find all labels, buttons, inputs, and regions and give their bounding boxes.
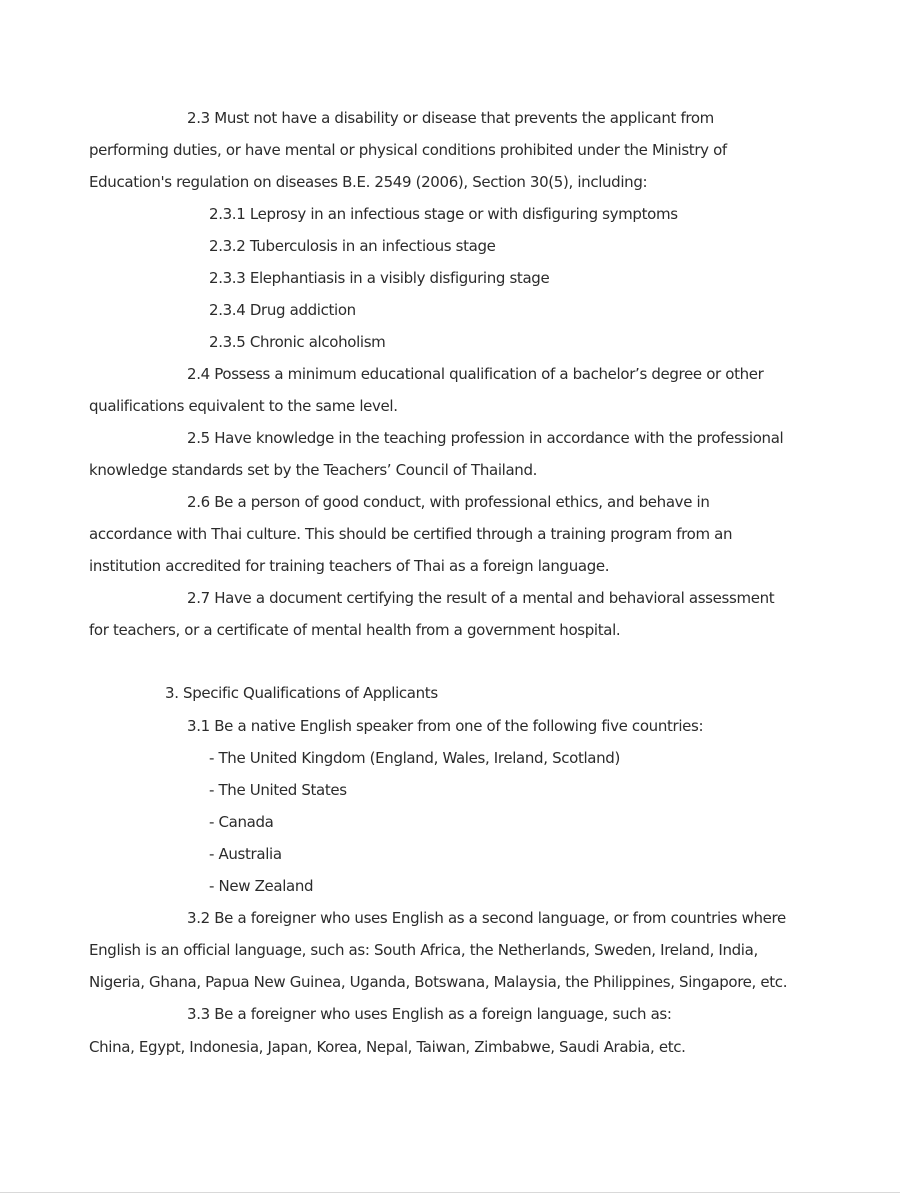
item-2-5-line-2: knowledge standards set by the Teachers’ Council of Thailand. [89,461,538,479]
item-2-7-line-2: for teachers, or a certificate of mental health from a government hospital. [89,621,621,639]
item-2-3-3: 2.3.3 Elephantiasis in a visibly disfiguring stage [209,269,550,287]
country-us: - The United States [209,781,347,799]
item-2-3-line-1: 2.3 Must not have a disability or disease that prevents the applicant from [187,109,714,127]
section-3-heading: 3. Specific Qualifications of Applicants [165,684,438,702]
item-2-3-line-2: performing duties, or have mental or physical conditions prohibited under the Ministry of [89,141,727,159]
country-new-zealand: - New Zealand [209,877,314,895]
item-3-2-line-1: 3.2 Be a foreigner who uses English as a second language, or from countries where [187,909,786,927]
item-2-4-line-2: qualifications equivalent to the same level. [89,397,398,415]
item-3-3-line-2: China, Egypt, Indonesia, Japan, Korea, Nepal, Taiwan, Zimbabwe, Saudi Arabia, etc. [89,1038,686,1056]
item-2-3-2: 2.3.2 Tuberculosis in an infectious stage [209,237,496,255]
item-2-7-line-1: 2.7 Have a document certifying the result of a mental and behavioral assessment [187,589,775,607]
item-2-3-1: 2.3.1 Leprosy in an infectious stage or with disfiguring symptoms [209,205,678,223]
item-3-3-line-1: 3.3 Be a foreigner who uses English as a foreign language, such as: [187,1005,672,1023]
item-2-6-line-3: institution accredited for training teachers of Thai as a foreign language. [89,557,610,575]
item-3-1-line-1: 3.1 Be a native English speaker from one of the following five countries: [187,717,704,735]
country-australia: - Australia [209,845,282,863]
item-2-5-line-1: 2.5 Have knowledge in the teaching profession in accordance with the professional [187,429,784,447]
item-2-4-line-1: 2.4 Possess a minimum educational qualification of a bachelor’s degree or other [187,365,764,383]
country-canada: - Canada [209,813,274,831]
item-2-3-5: 2.3.5 Chronic alcoholism [209,333,386,351]
item-2-3-4: 2.3.4 Drug addiction [209,301,356,319]
country-uk: - The United Kingdom (England, Wales, Ireland, Scotland) [209,749,620,767]
page-bottom-divider [0,1192,900,1193]
item-3-2-line-3: Nigeria, Ghana, Papua New Guinea, Uganda, Botswana, Malaysia, the Philippines, Singapore, etc. [89,973,788,991]
item-2-6-line-1: 2.6 Be a person of good conduct, with professional ethics, and behave in [187,493,710,511]
item-2-6-line-2: accordance with Thai culture. This should be certified through a training program from an [89,525,733,543]
item-2-3-line-3: Education's regulation on diseases B.E. 2549 (2006), Section 30(5), including: [89,173,648,191]
item-3-2-line-2: English is an official language, such as: South Africa, the Netherlands, Sweden, Ireland, India, [89,941,758,959]
